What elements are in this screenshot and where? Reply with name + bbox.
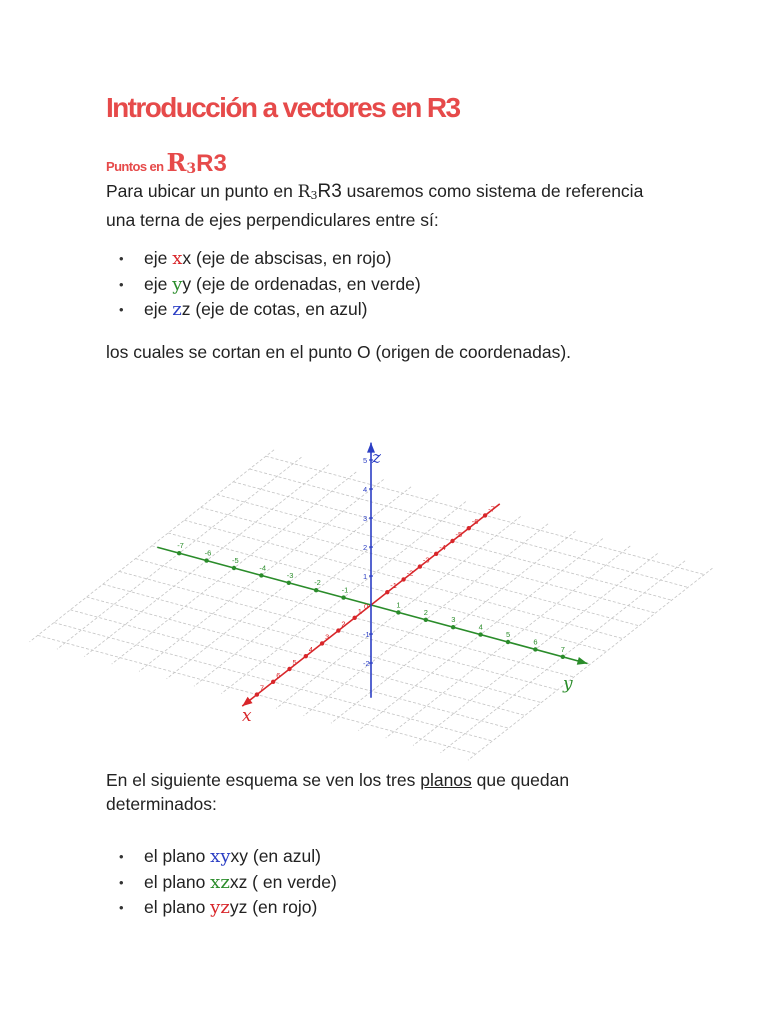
tick-mark: [385, 590, 389, 594]
list-item: [106, 870, 337, 896]
tick-mark: [320, 641, 324, 645]
tick-mark: [353, 616, 357, 620]
tick-label: -1: [363, 630, 370, 639]
coordinate-axes: [157, 443, 587, 707]
item-plain: x: [182, 248, 192, 268]
grid-line: [30, 450, 274, 642]
item-desc: (eje de ordenadas, en verde): [191, 273, 421, 294]
page-title: Introducción a vectores en R3: [106, 92, 460, 123]
tick-label: -1: [341, 585, 349, 595]
tick-label: 5: [292, 658, 297, 667]
tick-label: -6: [471, 517, 479, 527]
tick-label: -2: [363, 659, 370, 668]
tick-label: 4: [478, 622, 483, 632]
tick-mark: [232, 566, 236, 570]
tick-mark: [451, 625, 455, 629]
list-item: [106, 895, 337, 921]
z-axis-label: z: [372, 448, 381, 468]
tick-label: 6: [533, 637, 538, 647]
tick-mark: [255, 692, 259, 696]
intro-text-1: Para ubicar un punto en: [106, 181, 298, 201]
tick-mark: [304, 654, 308, 658]
tick-mark: [483, 513, 487, 517]
planes-text-2: que quedan determinados:: [106, 770, 570, 814]
x-axis-line-arrowhead: [242, 697, 252, 706]
tick-label: -4: [259, 563, 267, 573]
grid-line: [468, 568, 713, 760]
item-plain: xz: [229, 871, 248, 892]
planes-paragraph: [106, 768, 666, 816]
item-prefix: el plano: [144, 846, 211, 866]
tick-mark: [341, 595, 345, 599]
item-desc: (eje de cotas, en azul): [190, 299, 368, 319]
tick-mark: [314, 588, 318, 592]
tick-label: 2: [363, 543, 368, 552]
tick-mark: [401, 577, 405, 581]
origin-label: 0: [364, 602, 369, 611]
item-math: y: [172, 273, 183, 295]
list-item: [106, 844, 337, 870]
intro-plain: R3: [317, 181, 342, 202]
origin-paragraph: los cuales se cortan en el punto O (origen de coordenadas).: [106, 342, 572, 362]
tick-label: -2: [406, 568, 414, 578]
tick-mark: [259, 573, 263, 577]
tick-label: 3: [363, 514, 368, 523]
tick-label: 1: [396, 600, 401, 610]
y-axis-label: y: [563, 674, 573, 694]
planos-link[interactable]: planos: [420, 770, 472, 790]
item-desc: ( en verde): [247, 871, 337, 892]
tick-mark: [561, 655, 565, 659]
tick-mark: [478, 632, 482, 636]
section-heading-prefix: Puntos en: [106, 159, 167, 174]
tick-label: 2: [341, 619, 346, 629]
tick-label: 4: [363, 485, 368, 494]
tick-label: -3: [286, 570, 294, 580]
tick-mark: [424, 618, 428, 622]
tick-label: -7: [177, 541, 184, 551]
math-letter: R: [297, 182, 311, 202]
math-subscript: 3: [310, 189, 318, 202]
planes-list: [106, 844, 337, 921]
tick-label: -5: [455, 530, 463, 539]
item-math: z: [172, 299, 182, 320]
tick-mark: [396, 610, 400, 614]
math-letter: R: [166, 148, 187, 177]
tick-label: -4: [439, 542, 446, 552]
item-prefix: eje: [144, 248, 173, 268]
tick-label: -2: [314, 578, 321, 588]
planes-text-1: En el siguiente esquema se ven los tres: [106, 770, 421, 790]
item-prefix: el plano: [144, 871, 211, 892]
item-desc: (en rojo): [247, 897, 318, 917]
tick-label: -6: [204, 548, 212, 558]
y-axis-line-arrowhead: [577, 657, 588, 665]
tick-label: -7: [488, 504, 495, 514]
tick-mark: [506, 640, 510, 644]
item-math: xy: [210, 846, 231, 867]
tick-label: -1: [390, 581, 397, 591]
tick-label: -5: [232, 556, 239, 565]
tick-mark: [450, 539, 454, 543]
tick-mark: [287, 667, 291, 671]
math-subscript: 3: [186, 161, 197, 177]
tick-label: 6: [276, 670, 281, 680]
item-plain: yz: [229, 897, 248, 917]
item-plain: y: [182, 273, 192, 294]
tick-label: -3: [422, 555, 430, 565]
tick-mark: [467, 526, 471, 530]
tick-mark: [271, 680, 275, 684]
item-prefix: eje: [144, 273, 173, 294]
item-desc: (eje de abscisas, en rojo): [191, 248, 392, 268]
tick-label: 3: [451, 615, 456, 625]
tick-label: 3: [325, 632, 330, 642]
item-math: x: [172, 248, 183, 269]
intro-text-2: usaremos como sistema de referencia una terna de ejes perpendiculares entre sí:: [106, 181, 644, 230]
tick-label: 7: [560, 644, 565, 654]
tick-mark: [434, 552, 438, 556]
tick-label: 7: [259, 683, 265, 693]
tick-mark: [336, 628, 340, 632]
item-desc: (en azul): [248, 846, 321, 866]
tick-mark: [204, 558, 208, 562]
item-prefix: eje: [144, 299, 173, 319]
item-prefix: el plano: [144, 897, 211, 917]
tick-label: 1: [357, 606, 362, 616]
tick-label: 4: [308, 645, 313, 655]
item-math: yz: [210, 897, 230, 918]
tick-label: 1: [363, 572, 368, 581]
tick-mark: [287, 581, 291, 585]
tick-mark: [418, 564, 422, 568]
y-axis-line: [157, 547, 587, 663]
item-plain: z: [181, 299, 191, 319]
tick-label: 2: [423, 607, 428, 617]
item-plain: xy: [230, 846, 248, 866]
x-axis-label: x: [242, 706, 252, 726]
item-math: xz: [210, 871, 230, 893]
section-heading-plain: R3: [196, 150, 227, 177]
tick-label: 5: [363, 456, 368, 465]
tick-label: 5: [506, 630, 511, 639]
tick-mark: [533, 647, 537, 651]
tick-mark: [177, 551, 181, 555]
